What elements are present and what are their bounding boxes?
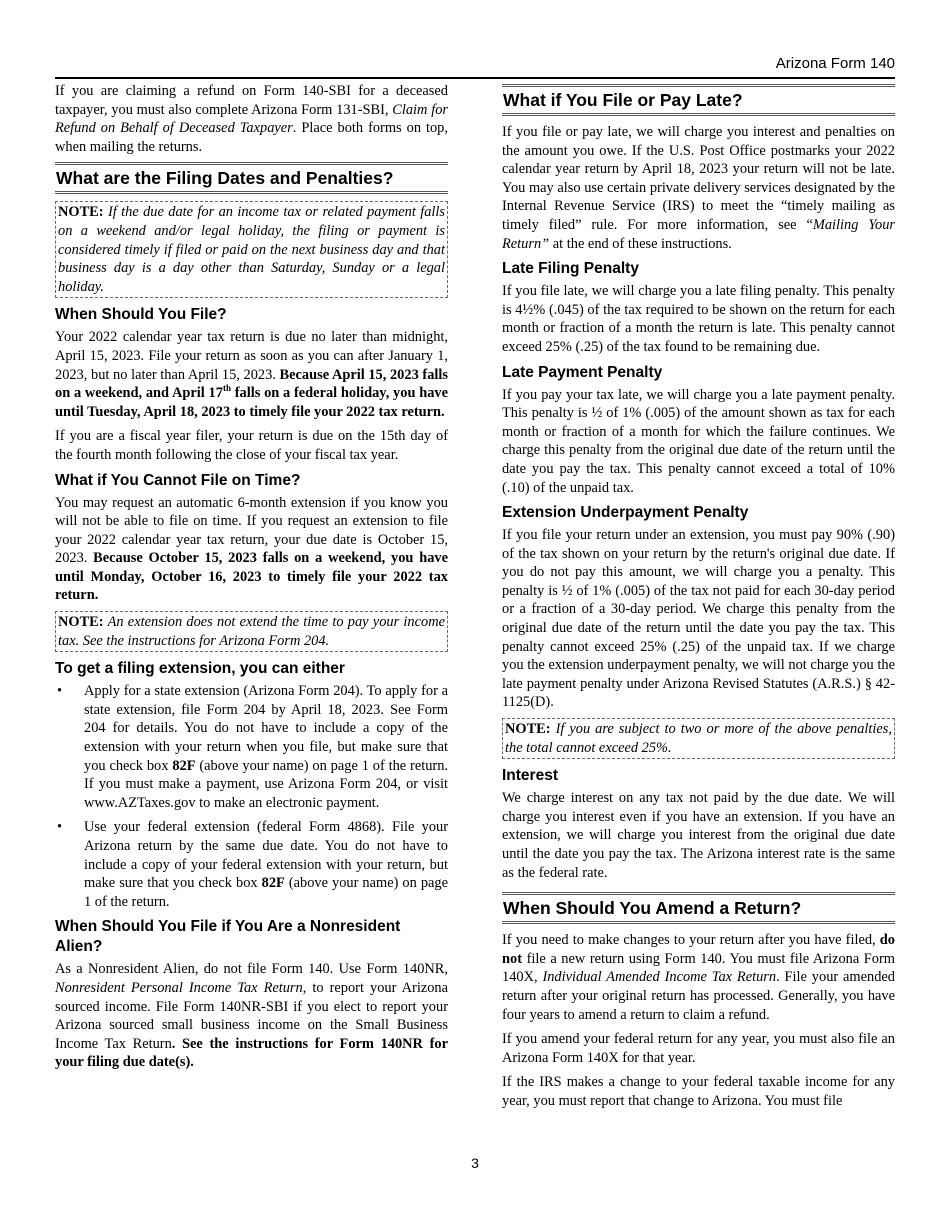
weekend-note-box: NOTE: If the due date for an income tax or related payment falls on a weekend and/or legal holiday, the filing or payment is considered timely if filed or paid on the next business day and that business day is a day other than Saturday, Sunday or a legal holiday. [55, 201, 448, 298]
extension-note-box: NOTE: An extension does not extend the time to pay your income tax. See the instructions for Arizona Form 204. [55, 611, 448, 652]
page-header [55, 55, 895, 79]
deceased-taxpayer-paragraph: If you are claiming a refund on Form 140-SBI for a deceased taxpayer, you must also complete Arizona Form 131-SBI, Claim for Refund on Behalf of Deceased Taxpayer. Place both forms on top, when mailing the returns. [55, 83, 449, 155]
irs-change-paragraph: If the IRS makes a change to your federal taxable income for any year, you must report that change to Arizona. You must file [502, 1074, 895, 1109]
late-filing-heading: Late Filing Penalty [502, 260, 639, 278]
file-pay-late-heading: What if You File or Pay Late? [502, 84, 895, 116]
right-column [502, 84, 895, 1117]
cannot-file-heading: What if You Cannot File on Time? [55, 471, 301, 489]
nonresident-alien-heading: When Should You File if You Are a Nonresident Alien? [55, 918, 401, 956]
interest-paragraph: We charge interest on any tax not paid by the due date. We will charge you interest even if you have an extension. If you have an extension, we will charge you interest from the original due date until the date you pay the tax. The Arizona interest rate is the same as the federal rate. [502, 790, 895, 881]
late-payment-paragraph: If you pay your tax late, we will charge you a late payment penalty. This penalty is ½ of 1% (.005) of the amount shown as tax for each month or fraction of a month for which the failure continues. We charge this penalty from the original due date of the return until the date you pay the tax. This penalty cannot exceed a total of 10% (.10) of the unpaid tax. [502, 386, 895, 496]
filing-extension-heading: To get a filing extension, you can either [55, 660, 345, 678]
file-pay-late-paragraph: If you file or pay late, we will charge you interest and penalties on the amount you owe. If the U.S. Post Office postmarks your 2022 calendar year return by April 18, 2023 your return will not be late. You may also use certain private delivery services designated by the Internal Revenue Service (IRS) to meet the “timely mailing as timely filed” rule. For more information, see “Mailing Your Return” at the end of these instructions. [502, 124, 895, 252]
amend-federal-paragraph: If you amend your federal return for any year, you must also file an Arizona Form 140X for that year. [502, 1031, 895, 1066]
late-filing-paragraph: If you file late, we will charge you a late filing penalty. This penalty is 4½% (.045) of the tax required to be shown on the return for each month or fraction of a month the return is late. This penalty cannot exceed 25% (.25) of the tax found to be remaining due. [502, 283, 895, 355]
form-name: Arizona Form 140 [775, 55, 895, 72]
extension-underpayment-paragraph: If you file your return under an extension, you must pay 90% (.90) of the tax shown on your return by the return's original due date. If you do not pay this amount, we will charge you a penalty. This penalty is ½ of 1% (.005) of the tax not paid for each 30-day period or a fraction of a 30-day period. We charge this penalty from the original due date of the return until the date you pay the tax. This penalty cannot exceed 25% (.25) of the unpaid tax. If we charge you the extension underpayment penalty, we will not charge you the late payment penalty under Arizona Revised Statutes (A.R.S.) § 42-1125(D). [502, 527, 895, 711]
amend-paragraph: If you need to make changes to your return after you have filed, do not file a new return using Form 140. You must file Arizona Form 140X, Individual Amended Income Tax Return. File your amended return after your original return has processed. Generally, you have four years to amend a return to claim a refund. [502, 932, 895, 1023]
fiscal-year-paragraph: If you are a fiscal year filer, your return is due on the 15th day of the fourth month following the close of your fiscal tax year. [55, 428, 448, 463]
extension-options-list [55, 682, 448, 911]
left-column [55, 82, 448, 1078]
extension-underpayment-heading: Extension Underpayment Penalty [502, 504, 749, 522]
interest-heading: Interest [502, 767, 558, 785]
late-payment-heading: Late Payment Penalty [502, 363, 663, 381]
penalty-cap-note-box: NOTE: If you are subject to two or more of the above penalties, the total cannot exceed 25%. [502, 718, 895, 759]
due-date-paragraph: Your 2022 calendar year tax return is due no later than midnight, April 15, 2023. File your return as soon as you can after January 1, 2023, but no later than April 15, 2023. Because April 15, 2023 falls on a weekend, and April 17th falls on a federal holiday, you have until Tuesday, April 18, 2023 to timely file your 2022 tax return. [55, 329, 448, 420]
page-number: 3 [471, 1155, 479, 1171]
list-item: • Apply for a state extension (Arizona Form 204). To apply for a state extension, file Form 204 by April 18, 2023. See Form 204 for details. You do not have to include a copy of the extension with your return when you file, but make sure that you check box 82F (above your name) on page 1 of the return. If you must make a payment, use Arizona Form 204, or visit www.AZTaxes.gov to make an electronic payment. [57, 683, 448, 811]
filing-dates-heading: What are the Filing Dates and Penalties? [55, 162, 448, 194]
list-item: • Use your federal extension (federal Form 4868). File your Arizona return by the same due date. You do not have to include a copy of your federal extension with your return, but make sure that you check box 82F (above your name) on page 1 of the return. [57, 819, 449, 910]
when-file-heading: When Should You File? [55, 306, 227, 324]
extension-request-paragraph: You may request an automatic 6-month extension if you know you will not be able to file on time. If you request an extension to file your 2022 calendar year tax return, your due date is October 15, 2023. Because October 15, 2023 falls on a weekend, you have until Monday, October 16, 2023 to timely file your 2022 tax return. [55, 494, 448, 604]
amend-return-heading: When Should You Amend a Return? [502, 892, 895, 924]
nonresident-paragraph: As a Nonresident Alien, do not file Form 140. Use Form 140NR, Nonresident Personal Income Tax Return, to report your Arizona sourced income. File Form 140NR-SBI if you elect to report your Arizona sourced small business income on the Small Business Income Tax Return. See the instructions for Form 140NR for your filing due date(s). [55, 961, 448, 1071]
